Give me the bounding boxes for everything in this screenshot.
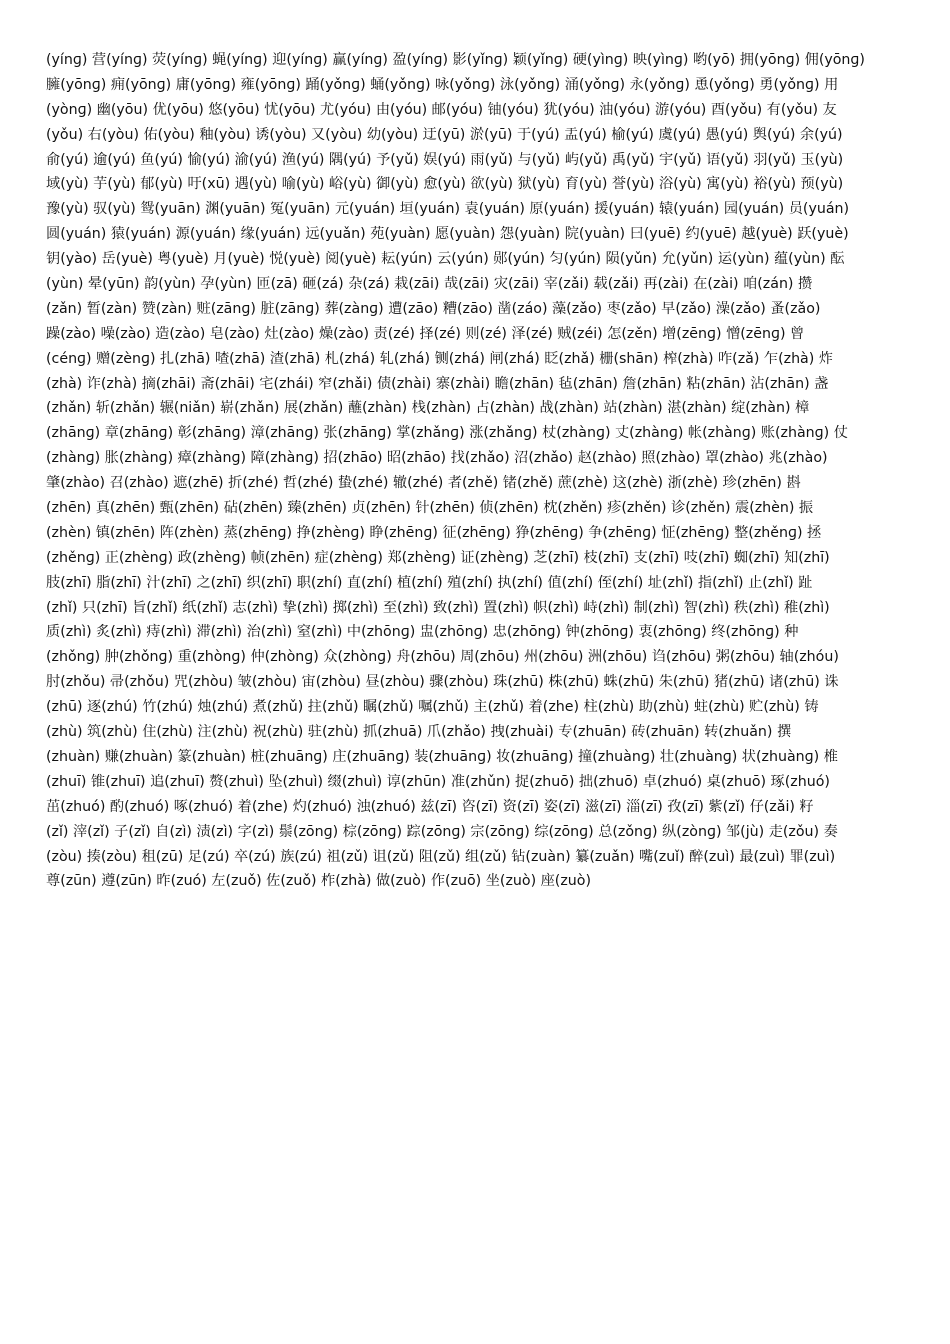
text-line: 尊(zūn) 遵(zūn) 昨(zuó) 左(zuǒ) 佐(zuǒ) 柞(zhà) 做(zuò) 作(zuō) 坐(zuò) 座(zuò) (46, 873, 591, 890)
text-line: (zhēn) 真(zhēn) 甄(zhēn) 砧(zhēn) 臻(zhēn) 贞(zhēn) 针(zhēn) 侦(zhēn) 枕(zhěn) 疹(zhěn) 诊(zhěn) 震(zhèn) 振 (46, 500, 814, 517)
text-line: 肢(zhī) 脂(zhī) 汁(zhī) 之(zhī) 织(zhī) 职(zhí) 直(zhí) 植(zhí) 殖(zhí) 执(zhí) 值(zhí) 侄(zhí) 址(zhǐ) 指(zhǐ) 止(zhǐ) 趾 (46, 574, 813, 591)
text-line: (yùn) 晕(yūn) 韵(yùn) 孕(yùn) 匝(zā) 砸(zá) 杂(zá) 栽(zāi) 哉(zāi) 灾(zāi) 宰(zǎi) 载(zǎi) 再(zài) 在(zài) 咱(zán) 攒 (46, 276, 813, 293)
text-line: (cénɡ) 赠(zènɡ) 扎(zhā) 喳(zhā) 渣(zhā) 札(zhá) 轧(zhá) 铡(zhá) 闸(zhá) 眨(zhǎ) 栅(shān) 榨(zhà) 咋(zǎ) 乍(zhà) 炸 (46, 350, 833, 367)
text-line: 躁(zào) 噪(zào) 造(zào) 皂(zào) 灶(zào) 燥(zào) 责(zé) 择(zé) 则(zé) 泽(zé) 贼(zéi) 怎(zěn) 增(zēnɡ) 憎(zēnɡ) 曾 (46, 325, 805, 342)
text-line: (zhānɡ) 章(zhānɡ) 彰(zhānɡ) 漳(zhānɡ) 张(zhānɡ) 掌(zhǎnɡ) 涨(zhǎnɡ) 杖(zhànɡ) 丈(zhànɡ) 帐(zhànɡ) 账(zhànɡ) 仗 (46, 425, 848, 442)
text-line: (zhuàn) 赚(zhuàn) 篆(zhuàn) 桩(zhuānɡ) 庄(zhuānɡ) 装(zhuānɡ) 妆(zhuānɡ) 撞(zhuànɡ) 壮(zhuànɡ) 状(zhuànɡ) 椎 (46, 748, 838, 765)
text-line: (zòu) 揍(zòu) 租(zū) 足(zú) 卒(zú) 族(zú) 祖(zǔ) 诅(zǔ) 阻(zǔ) 组(zǔ) 钻(zuàn) 纂(zuǎn) 嘴(zuǐ) 醉(zuì) 最(zuì) 罪(zuì) (46, 848, 836, 865)
text-line: 肘(zhǒu) 帚(zhǒu) 咒(zhòu) 皱(zhòu) 宙(zhòu) 昼(zhòu) 骤(zhòu) 珠(zhū) 株(zhū) 蛛(zhū) 朱(zhū) 猪(zhū) 诸(zhū) 诛 (46, 674, 839, 691)
text-line: (zǎn) 暂(zàn) 赞(zàn) 赃(zānɡ) 脏(zānɡ) 葬(zànɡ) 遭(zāo) 糟(zāo) 凿(záo) 藻(zǎo) 枣(zǎo) 早(zǎo) 澡(zǎo) 蚤(zǎo) (46, 300, 821, 317)
text-line: 圆(yuán) 猿(yuán) 源(yuán) 缘(yuán) 远(yuǎn) 苑(yuàn) 愿(yuàn) 怨(yuàn) 院(yuàn) 曰(yuē) 约(yuē) 越(yuè) 跃(yuè) (46, 226, 849, 243)
text-line: (yònɡ) 幽(yōu) 优(yōu) 悠(yōu) 忧(yōu) 尤(yóu) 由(yóu) 邮(yóu) 铀(yóu) 犹(yóu) 油(yóu) 游(yóu) 酉(yǒu) 有(yǒu) 友 (46, 101, 837, 118)
text-line: 域(yù) 芋(yù) 郁(yù) 吁(xū) 遇(yù) 喻(yù) 峪(yù) 御(yù) 愈(yù) 欲(yù) 狱(yù) 育(yù) 誉(yù) 浴(yù) 寓(yù) 裕(yù) 预(yù) (46, 176, 844, 193)
text-line: (zhuī) 锥(zhuī) 追(zhuī) 赘(zhuì) 坠(zhuì) 缀(zhuì) 谆(zhūn) 准(zhǔn) 捉(zhuō) 拙(zhuō) 卓(zhuó) 桌(zhuō) 琢(zhuó) (46, 773, 830, 790)
text-line: (zhū) 逐(zhú) 竹(zhú) 烛(zhú) 煮(zhǔ) 拄(zhǔ) 瞩(zhǔ) 嘱(zhǔ) 主(zhǔ) 着(zhe) 柱(zhù) 助(zhù) 蛀(zhù) 贮(zhù) 铸 (46, 699, 819, 716)
text-line: 质(zhì) 炙(zhì) 痔(zhì) 滞(zhì) 治(zhì) 窒(zhì) 中(zhōnɡ) 盅(zhōnɡ) 忠(zhōnɡ) 钟(zhōnɡ) 衷(zhōnɡ) 终(zhōnɡ) 种 (46, 624, 799, 641)
text-line: (zhěnɡ) 正(zhènɡ) 政(zhènɡ) 帧(zhēn) 症(zhènɡ) 郑(zhènɡ) 证(zhènɡ) 芝(zhī) 枝(zhī) 支(zhī) 吱(zhī) 蜘(zhī) 知(zhī) (46, 549, 830, 566)
text-line: (zhà) 诈(zhà) 摘(zhāi) 斋(zhāi) 宅(zhái) 窄(zhǎi) 债(zhài) 寨(zhài) 瞻(zhān) 毡(zhān) 詹(zhān) 粘(zhān) 沾(zhān) 盏 (46, 375, 829, 392)
text-line: 臃(yōnɡ) 痈(yōnɡ) 庸(yōnɡ) 雍(yōnɡ) 踊(yǒnɡ) 蛹(yǒnɡ) 咏(yǒnɡ) 泳(yǒnɡ) 涌(yǒnɡ) 永(yǒnɡ) 恿(yǒnɡ) 勇(yǒnɡ) 用 (46, 76, 839, 93)
text-line: (zǐ) 滓(zǐ) 子(zǐ) 自(zì) 渍(zì) 字(zì) 鬃(zōnɡ) 棕(zōnɡ) 踪(zōnɡ) 宗(zōnɡ) 综(zōnɡ) 总(zǒnɡ) 纵(zònɡ) 邹(jù) 走(zǒu) 奏 (46, 823, 838, 840)
text-line: (zhèn) 镇(zhēn) 阵(zhèn) 蒸(zhēnɡ) 挣(zhènɡ) 睁(zhēnɡ) 征(zhēnɡ) 狰(zhēnɡ) 争(zhēnɡ) 怔(zhēnɡ) 整(zhěnɡ) 拯 (46, 524, 822, 541)
text-line: (yínɡ) 营(yínɡ) 荧(yínɡ) 蝇(yínɡ) 迎(yínɡ) 赢(yínɡ) 盈(yínɡ) 影(yǐnɡ) 颖(yǐnɡ) 硬(yìnɡ) 映(yìnɡ) 哟(yō) 拥(yōnɡ) 佣(yōnɡ) (46, 52, 865, 68)
text-line: 俞(yú) 逾(yú) 鱼(yú) 愉(yú) 渝(yú) 渔(yú) 隅(yú) 予(yǔ) 娱(yú) 雨(yǔ) 与(yǔ) 屿(yǔ) 禹(yǔ) 宇(yǔ) 语(yǔ) 羽(yǔ) 玉(yù) (46, 151, 844, 168)
text-line: (zhànɡ) 胀(zhànɡ) 瘴(zhànɡ) 障(zhànɡ) 招(zhāo) 昭(zhāo) 找(zhǎo) 沼(zhǎo) 赵(zhào) 照(zhào) 罩(zhào) 兆(zhào) (46, 450, 828, 467)
text-line: (zhǒnɡ) 肿(zhǒnɡ) 重(zhònɡ) 仲(zhònɡ) 众(zhònɡ) 舟(zhōu) 周(zhōu) 州(zhōu) 洲(zhōu) 诌(zhōu) 粥(zhōu) 轴(zhóu) (46, 649, 839, 666)
text-line: 豫(yù) 驭(yù) 鸳(yuān) 渊(yuān) 冤(yuān) 元(yuán) 垣(yuán) 袁(yuán) 原(yuán) 援(yuán) 辕(yuán) 园(yuán) 员(yuán) (46, 201, 850, 218)
text-line: (zhǐ) 只(zhī) 旨(zhǐ) 纸(zhǐ) 志(zhì) 挚(zhì) 掷(zhì) 至(zhì) 致(zhì) 置(zhì) 帜(zhì) 峙(zhì) 制(zhì) 智(zhì) 秩(zhì) 稚(zhì) (46, 599, 830, 616)
text-line: (zhǎn) 斩(zhǎn) 辗(niǎn) 崭(zhǎn) 展(zhǎn) 蘸(zhàn) 栈(zhàn) 占(zhàn) 战(zhàn) 站(zhàn) 湛(zhàn) 绽(zhàn) 樟 (46, 400, 810, 417)
text-line: (zhù) 筑(zhù) 住(zhù) 注(zhù) 祝(zhù) 驻(zhù) 抓(zhuā) 爪(zhǎo) 拽(zhuài) 专(zhuān) 砖(zhuān) 转(zhuǎn) 撰 (46, 724, 792, 741)
document-body (46, 48, 908, 894)
text-line: 肇(zhào) 召(zhào) 遮(zhē) 折(zhé) 哲(zhé) 蛰(zhé) 辙(zhé) 者(zhě) 锗(zhě) 蔗(zhè) 这(zhè) 浙(zhè) 珍(zhēn) 斟 (46, 475, 801, 492)
text-line: (yǒu) 右(yòu) 佑(yòu) 釉(yòu) 诱(yòu) 又(yòu) 幼(yòu) 迂(yū) 淤(yū) 于(yú) 盂(yú) 榆(yú) 虞(yú) 愚(yú) 舆(yú) 余(yú) (46, 126, 843, 143)
text-line: 茁(zhuó) 酌(zhuó) 啄(zhuó) 着(zhe) 灼(zhuó) 浊(zhuó) 兹(zī) 咨(zī) 资(zī) 姿(zī) 滋(zī) 淄(zī) 孜(zī) 紫(zǐ) 仔(zǎi) 籽 (46, 798, 814, 815)
text-line: 钥(yào) 岳(yuè) 粤(yuè) 月(yuè) 悦(yuè) 阅(yuè) 耘(yún) 云(yún) 郧(yún) 匀(yún) 陨(yǔn) 允(yǔn) 运(yùn) 蕴(yùn) 酝 (46, 251, 845, 268)
